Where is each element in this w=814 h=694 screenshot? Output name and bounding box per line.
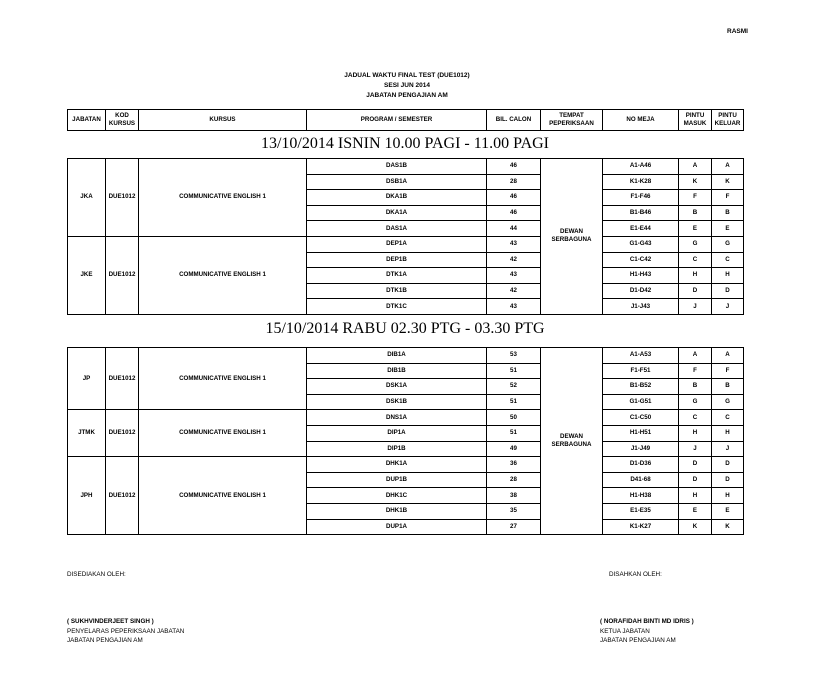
pintu-masuk-cell: J: [679, 299, 712, 315]
program-cell: DUP1A: [307, 519, 487, 535]
pintu-masuk-cell: D: [679, 457, 712, 473]
venue-cell: DEWAN SERBAGUNA: [541, 159, 603, 315]
document-session: SESI JUN 2014: [384, 82, 430, 89]
bil-calon-cell: 51: [487, 363, 541, 379]
column-header: TEMPAT PEPERIKSAAN: [541, 110, 603, 131]
bil-calon-cell: 52: [487, 379, 541, 395]
prepared-by-block: [67, 617, 184, 646]
bil-calon-cell: 42: [487, 283, 541, 299]
pintu-masuk-cell: H: [679, 488, 712, 504]
kursus-cell: COMMUNICATIVE ENGLISH 1: [139, 348, 307, 410]
table-header: [67, 109, 744, 131]
no-meja-cell: B1-B52: [603, 379, 679, 395]
approved-by-position: KETUA JABATAN: [600, 627, 650, 635]
pintu-keluar-cell: B: [712, 379, 744, 395]
pintu-keluar-cell: K: [712, 519, 744, 535]
bil-calon-cell: 46: [487, 205, 541, 221]
program-cell: DSB1A: [307, 174, 487, 190]
pintu-keluar-cell: J: [712, 299, 744, 315]
prepared-by-name: ( SUKHVINDERJEET SINGH ): [67, 618, 154, 625]
pintu-masuk-cell: K: [679, 519, 712, 535]
pintu-keluar-cell: J: [712, 441, 744, 457]
program-cell: DTK1A: [307, 268, 487, 284]
pintu-masuk-cell: H: [679, 425, 712, 441]
no-meja-cell: G1-G43: [603, 236, 679, 252]
bil-calon-cell: 38: [487, 488, 541, 504]
no-meja-cell: H1-H51: [603, 425, 679, 441]
pintu-masuk-cell: J: [679, 441, 712, 457]
pintu-keluar-cell: A: [712, 348, 744, 364]
program-cell: DKA1B: [307, 190, 487, 206]
no-meja-cell: H1-H38: [603, 488, 679, 504]
session-heading-1: 13/10/2014 ISNIN 10.00 PAGI - 11.00 PAGI: [260, 135, 550, 152]
no-meja-cell: B1-B46: [603, 205, 679, 221]
pintu-keluar-cell: D: [712, 472, 744, 488]
jabatan-cell: JTMK: [68, 410, 106, 457]
bil-calon-cell: 43: [487, 268, 541, 284]
pintu-keluar-cell: K: [712, 174, 744, 190]
bil-calon-cell: 43: [487, 236, 541, 252]
bil-calon-cell: 46: [487, 190, 541, 206]
program-cell: DEP1A: [307, 236, 487, 252]
kursus-cell: COMMUNICATIVE ENGLISH 1: [139, 236, 307, 314]
jabatan-cell: JP: [68, 348, 106, 410]
jabatan-cell: JKE: [68, 236, 106, 314]
table-row: [68, 457, 744, 473]
program-cell: DSK1B: [307, 394, 487, 410]
no-meja-cell: C1-C42: [603, 252, 679, 268]
program-cell: DKA1A: [307, 205, 487, 221]
no-meja-cell: J1-J49: [603, 441, 679, 457]
program-cell: DAS1A: [307, 221, 487, 237]
pintu-masuk-cell: G: [679, 236, 712, 252]
table-row: [68, 348, 744, 364]
pintu-keluar-cell: C: [712, 410, 744, 426]
pintu-masuk-cell: G: [679, 394, 712, 410]
pintu-keluar-cell: E: [712, 503, 744, 519]
column-header: JABATAN: [68, 110, 106, 131]
kursus-cell: COMMUNICATIVE ENGLISH 1: [139, 457, 307, 535]
bil-calon-cell: 44: [487, 221, 541, 237]
program-cell: DIB1B: [307, 363, 487, 379]
pintu-keluar-cell: F: [712, 190, 744, 206]
no-meja-cell: A1-A53: [603, 348, 679, 364]
no-meja-cell: D1-D36: [603, 457, 679, 473]
program-cell: DSK1A: [307, 379, 487, 395]
program-cell: DEP1B: [307, 252, 487, 268]
pintu-masuk-cell: D: [679, 283, 712, 299]
program-cell: DIP1A: [307, 425, 487, 441]
pintu-masuk-cell: K: [679, 174, 712, 190]
bil-calon-cell: 35: [487, 503, 541, 519]
no-meja-cell: G1-G51: [603, 394, 679, 410]
program-cell: DIB1A: [307, 348, 487, 364]
pintu-masuk-cell: C: [679, 252, 712, 268]
pintu-keluar-cell: B: [712, 205, 744, 221]
pintu-keluar-cell: D: [712, 283, 744, 299]
pintu-keluar-cell: G: [712, 394, 744, 410]
column-header: PINTU KELUAR: [712, 110, 744, 131]
no-meja-cell: E1-E44: [603, 221, 679, 237]
no-meja-cell: H1-H43: [603, 268, 679, 284]
program-cell: DTK1B: [307, 283, 487, 299]
no-meja-cell: E1-E35: [603, 503, 679, 519]
column-header: BIL. CALON: [487, 110, 541, 131]
program-cell: DHK1A: [307, 457, 487, 473]
program-cell: DTK1C: [307, 299, 487, 315]
program-cell: DIP1B: [307, 441, 487, 457]
classification-label: RASMI: [727, 28, 748, 35]
bil-calon-cell: 53: [487, 348, 541, 364]
no-meja-cell: F1-F46: [603, 190, 679, 206]
pintu-keluar-cell: C: [712, 252, 744, 268]
kod-kursus-cell: DUE1012: [106, 410, 139, 457]
table-row: [68, 159, 744, 175]
approved-by-label: DISAHKAN OLEH:: [609, 571, 662, 578]
program-cell: DHK1B: [307, 503, 487, 519]
table-row: [68, 410, 744, 426]
bil-calon-cell: 49: [487, 441, 541, 457]
document-title: JADUAL WAKTU FINAL TEST (DUE1012): [344, 72, 470, 79]
pintu-keluar-cell: D: [712, 457, 744, 473]
document-title-block: [0, 71, 814, 101]
approved-by-name: ( NORAFIDAH BINTI MD IDRIS ): [600, 618, 694, 625]
pintu-keluar-cell: G: [712, 236, 744, 252]
no-meja-cell: K1-K28: [603, 174, 679, 190]
no-meja-cell: A1-A46: [603, 159, 679, 175]
kod-kursus-cell: DUE1012: [106, 348, 139, 410]
venue-cell: DEWAN SERBAGUNA: [541, 348, 603, 535]
pintu-masuk-cell: D: [679, 472, 712, 488]
pintu-keluar-cell: A: [712, 159, 744, 175]
kursus-cell: COMMUNICATIVE ENGLISH 1: [139, 159, 307, 237]
pintu-masuk-cell: H: [679, 268, 712, 284]
session-table-2: [67, 347, 744, 535]
pintu-masuk-cell: C: [679, 410, 712, 426]
pintu-keluar-cell: E: [712, 221, 744, 237]
pintu-masuk-cell: E: [679, 221, 712, 237]
bil-calon-cell: 50: [487, 410, 541, 426]
program-cell: DHK1C: [307, 488, 487, 504]
jabatan-cell: JKA: [68, 159, 106, 237]
no-meja-cell: D1-D42: [603, 283, 679, 299]
pintu-masuk-cell: A: [679, 159, 712, 175]
approved-by-block: [600, 617, 694, 646]
no-meja-cell: F1-F51: [603, 363, 679, 379]
program-cell: DNS1A: [307, 410, 487, 426]
no-meja-cell: K1-K27: [603, 519, 679, 535]
column-header: PROGRAM / SEMESTER: [307, 110, 487, 131]
prepared-by-label: DISEDIAKAN OLEH:: [67, 571, 126, 578]
kod-kursus-cell: DUE1012: [106, 159, 139, 237]
approved-by-department: JABATAN PENGAJIAN AM: [600, 637, 676, 644]
kod-kursus-cell: DUE1012: [106, 236, 139, 314]
pintu-masuk-cell: F: [679, 363, 712, 379]
column-header: PINTU MASUK: [679, 110, 712, 131]
pintu-keluar-cell: H: [712, 268, 744, 284]
bil-calon-cell: 51: [487, 425, 541, 441]
kod-kursus-cell: DUE1012: [106, 457, 139, 535]
bil-calon-cell: 51: [487, 394, 541, 410]
program-cell: DUP1B: [307, 472, 487, 488]
pintu-masuk-cell: F: [679, 190, 712, 206]
pintu-keluar-cell: F: [712, 363, 744, 379]
pintu-masuk-cell: E: [679, 503, 712, 519]
prepared-by-department: JABATAN PENGAJIAN AM: [67, 637, 143, 644]
column-header: KOD KURSUS: [106, 110, 139, 131]
column-header: NO MEJA: [603, 110, 679, 131]
pintu-masuk-cell: A: [679, 348, 712, 364]
program-cell: DAS1B: [307, 159, 487, 175]
session-table-1: [67, 158, 744, 315]
table-row: [68, 236, 744, 252]
bil-calon-cell: 28: [487, 174, 541, 190]
pintu-masuk-cell: B: [679, 379, 712, 395]
column-header: KURSUS: [139, 110, 307, 131]
no-meja-cell: C1-C50: [603, 410, 679, 426]
prepared-by-position: PENYELARAS PEPERIKSAAN JABATAN: [67, 627, 185, 635]
bil-calon-cell: 36: [487, 457, 541, 473]
bil-calon-cell: 43: [487, 299, 541, 315]
bil-calon-cell: 42: [487, 252, 541, 268]
kursus-cell: COMMUNICATIVE ENGLISH 1: [139, 410, 307, 457]
no-meja-cell: J1-J43: [603, 299, 679, 315]
document-department: JABATAN PENGAJIAN AM: [366, 92, 448, 99]
pintu-keluar-cell: H: [712, 488, 744, 504]
pintu-keluar-cell: H: [712, 425, 744, 441]
bil-calon-cell: 28: [487, 472, 541, 488]
bil-calon-cell: 27: [487, 519, 541, 535]
session-heading-2: 15/10/2014 RABU 02.30 PTG - 03.30 PTG: [265, 320, 545, 337]
pintu-masuk-cell: B: [679, 205, 712, 221]
jabatan-cell: JPH: [68, 457, 106, 535]
bil-calon-cell: 46: [487, 159, 541, 175]
no-meja-cell: D41-68: [603, 472, 679, 488]
